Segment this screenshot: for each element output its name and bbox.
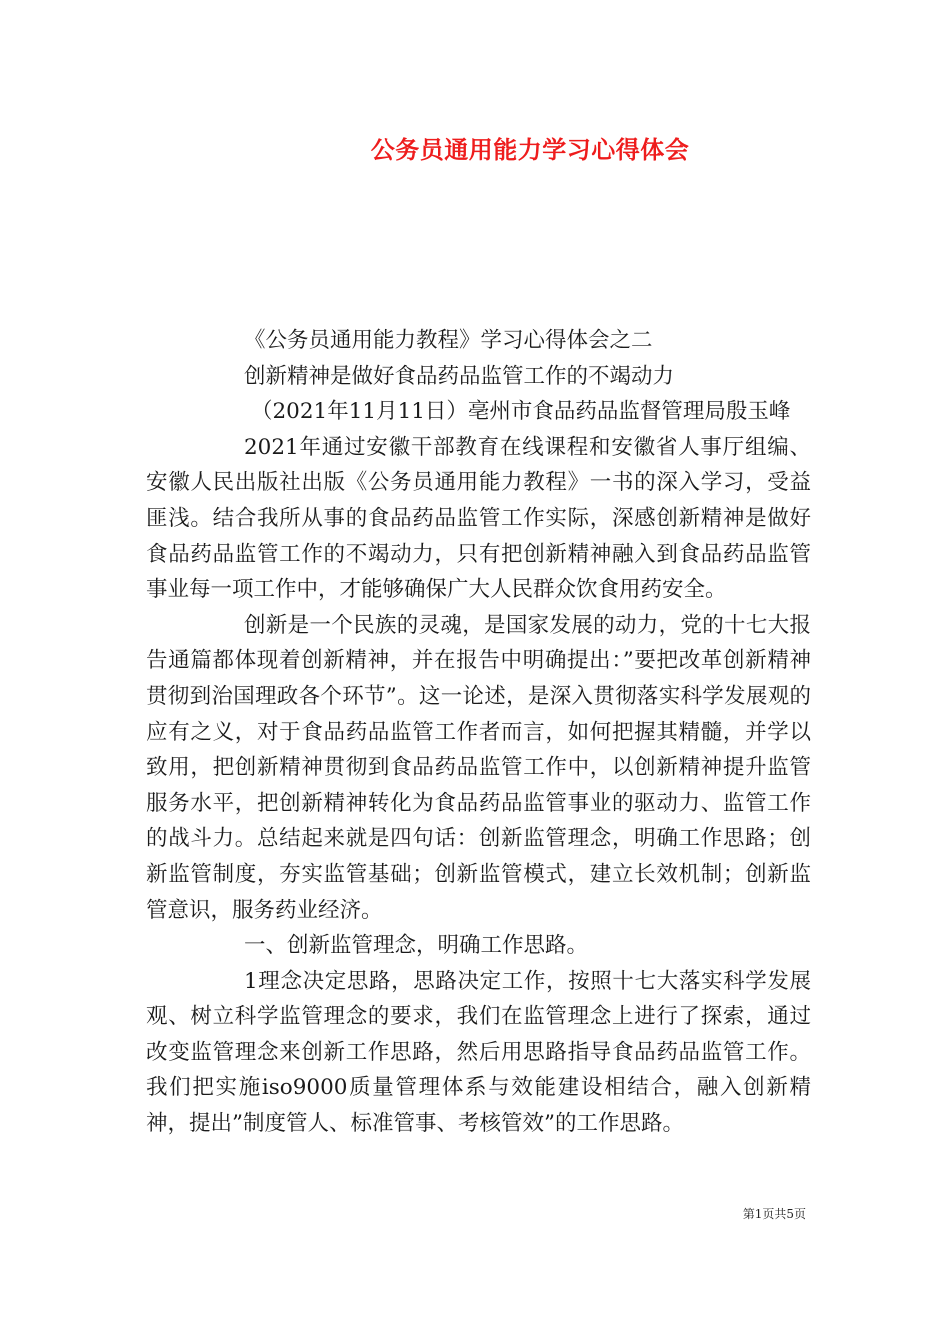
document-heading: 创新精神是做好食品药品监管工作的不竭动力	[244, 363, 675, 389]
document-body	[146, 323, 811, 1142]
document-subtitle: 《公务员通用能力教程》学习心得体会之二	[244, 328, 653, 353]
document-byline: （2021年11月11日）亳州市食品药品监督管理局殷玉峰	[251, 399, 791, 425]
section-heading: 一、创新监管理念，明确工作思路。	[244, 933, 589, 959]
paragraph: 1理念决定思路，思路决定工作，按照十七大落实科学发展观、树立科学监管理念的要求，我们在监管理念上进行了探索，通过改变监管理念来创新工作思路，然后用思路指导食品药品监管工作。我们把实施iso9000质量管理体系与效能建设相结合，融入创新精神，提出”制度管人、标准管事、考核管效”的工作思路。	[146, 968, 811, 1137]
page-number-footer: 第1页共5页	[742, 1207, 806, 1221]
paragraph: 2021年通过安徽干部教育在线课程和安徽省人事厅组编、安徽人民出版社出版《公务员通用能力教程》一书的深入学习，受益匪浅。结合我所从事的食品药品监管工作实际，深感创新精神是做好食品药品监管工作的不竭动力，只有把创新精神融入到食品药品监管事业每一项工作中，才能够确保广大人民群众饮食用药安全。	[146, 434, 811, 603]
paragraph: 创新是一个民族的灵魂，是国家发展的动力，党的十七大报告通篇都体现着创新精神，并在报告中明确提出：”要把改革创新精神贯彻到治国理政各个环节”。这一论述，是深入贯彻落实科学发展观的应有之义，对于食品药品监管工作者而言，如何把握其精髓，并学以致用，把创新精神贯彻到食品药品监管工作中，以创新精神提升监管服务水平，把创新精神转化为食品药品监管事业的驱动力、监管工作的战斗力。总结起来就是四句话：创新监管理念，明确工作思路；创新监管制度，夯实监管基础；创新监管模式，建立长效机制；创新监管意识，服务药业经济。	[146, 612, 811, 923]
document-title: 公务员通用能力学习心得体会	[370, 136, 690, 164]
